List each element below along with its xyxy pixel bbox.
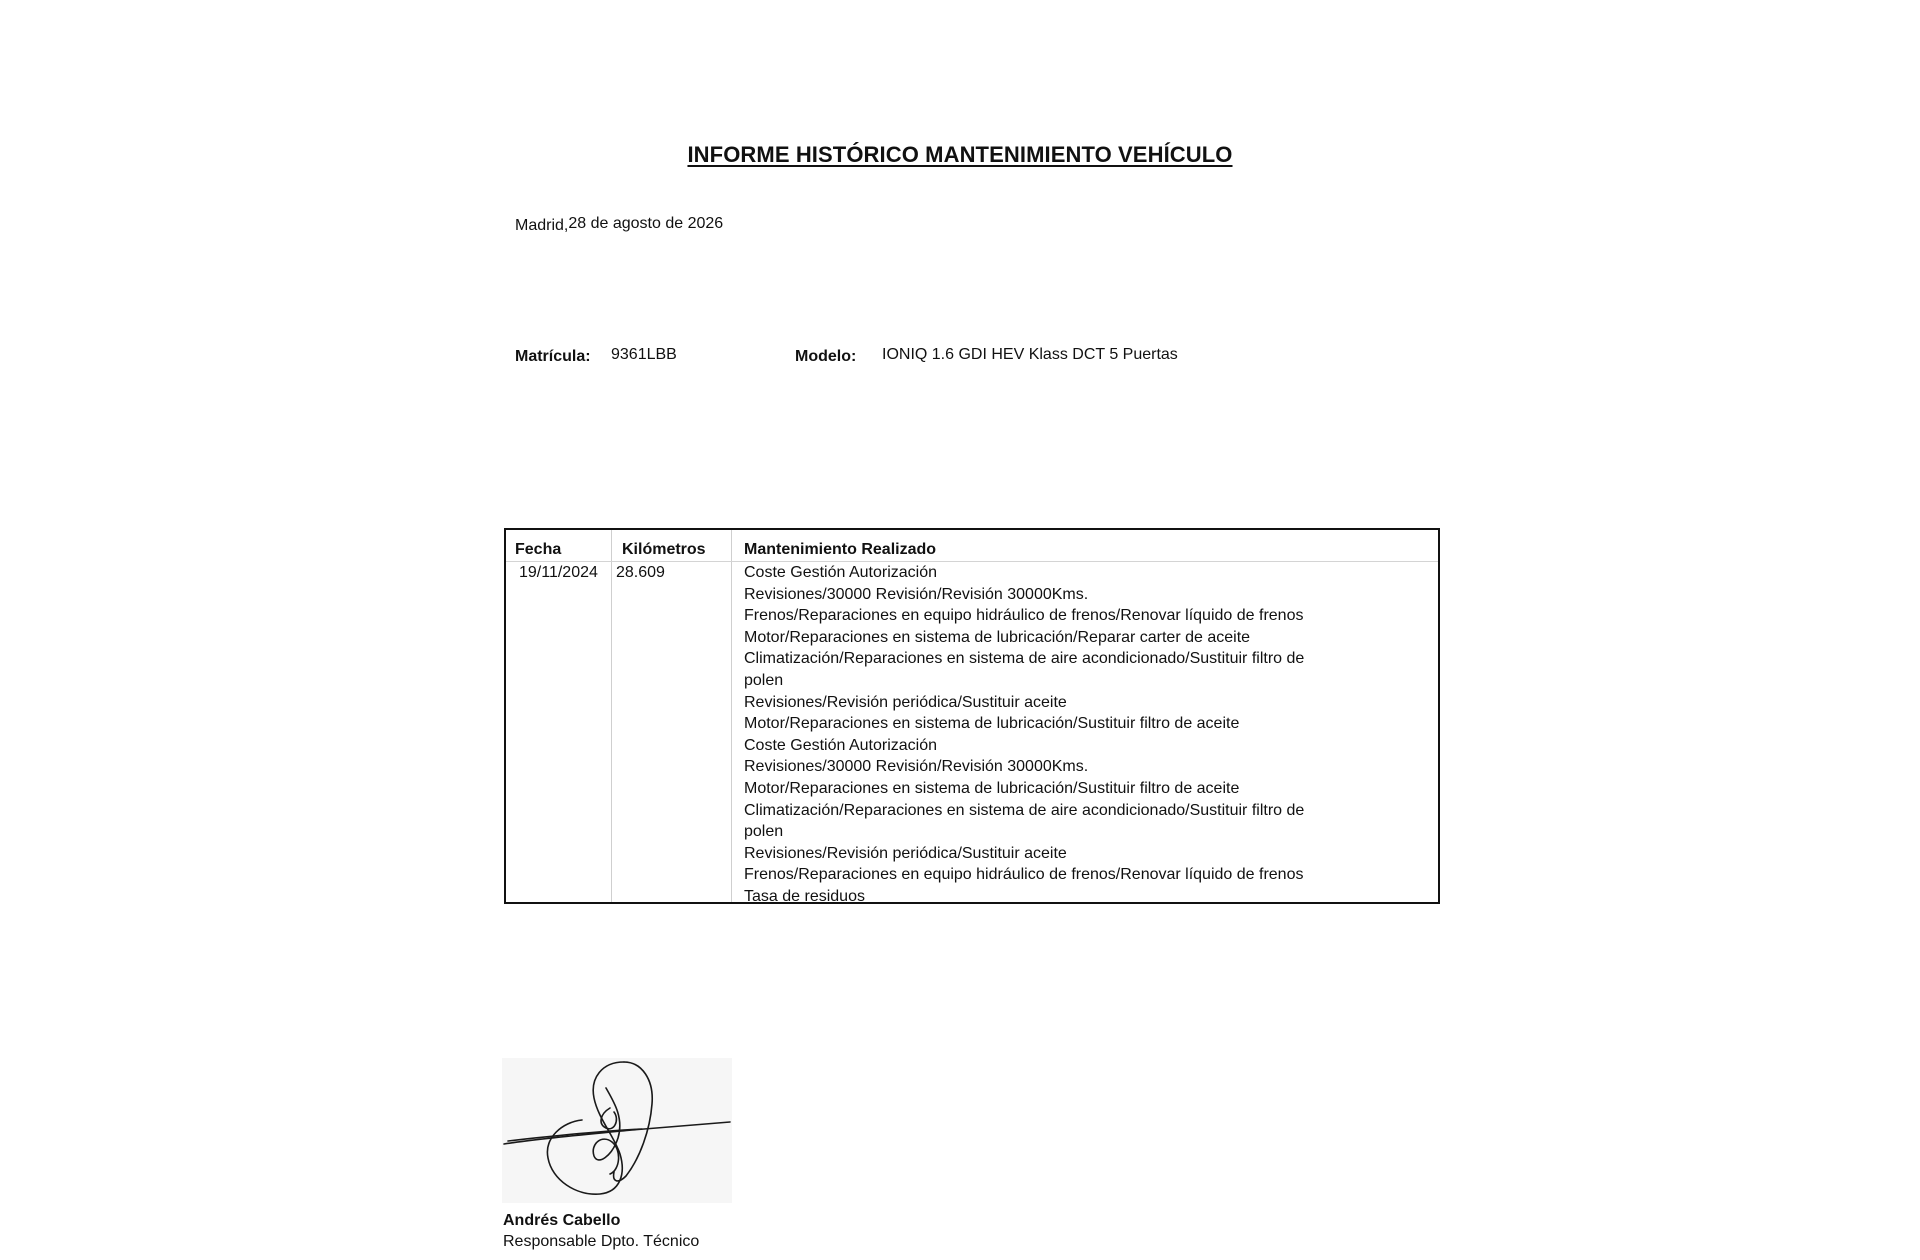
signatory-name: Andrés Cabello — [503, 1212, 621, 1229]
column-divider — [611, 530, 612, 902]
maintenance-line: Climatización/Reparaciones en sistema de aire acondicionado/Sustituir filtro de — [744, 801, 1305, 819]
maintenance-table — [504, 528, 1440, 904]
row-date: 19/11/2024 — [519, 564, 598, 581]
maintenance-line: Motor/Reparaciones en sistema de lubricación/Reparar carter de aceite — [744, 628, 1251, 646]
place-text: Madrid, — [515, 217, 569, 234]
model-label: Modelo: — [795, 348, 857, 365]
maintenance-line: Motor/Reparaciones en sistema de lubricación/Sustituir filtro de aceite — [744, 715, 1240, 733]
column-divider — [731, 530, 732, 902]
maintenance-line: Tasa de residuos — [744, 887, 865, 904]
header-maintenance: Mantenimiento Realizado — [744, 541, 937, 558]
header-date: Fecha — [515, 541, 562, 558]
maintenance-line: polen — [744, 823, 784, 841]
maintenance-line: Climatización/Reparaciones en sistema de aire acondicionado/Sustituir filtro de — [744, 650, 1305, 668]
row-km: 28.609 — [616, 564, 665, 581]
signatory-role: Responsable Dpto. Técnico — [503, 1233, 700, 1250]
maintenance-line: Coste Gestión Autorización — [744, 736, 937, 754]
maintenance-list — [744, 562, 1304, 904]
maintenance-line: Revisiones/30000 Revisión/Revisión 30000Kms. — [744, 758, 1089, 776]
maintenance-line: Motor/Reparaciones en sistema de lubricación/Sustituir filtro de aceite — [744, 779, 1240, 797]
signature-image — [502, 1058, 732, 1203]
maintenance-line: Revisiones/Revisión periódica/Sustituir aceite — [744, 693, 1067, 711]
maintenance-line: Coste Gestión Autorización — [744, 564, 937, 581]
plate-label: Matrícula: — [515, 348, 591, 365]
maintenance-line: Frenos/Reparaciones en equipo hidráulico de frenos/Renovar líquido de frenos — [744, 607, 1304, 625]
model-value: IONIQ 1.6 GDI HEV Klass DCT 5 Puertas — [882, 346, 1178, 363]
maintenance-line: Frenos/Reparaciones en equipo hidráulico de frenos/Renovar líquido de frenos — [744, 866, 1304, 884]
header-km: Kilómetros — [622, 541, 706, 558]
plate-value: 9361LBB — [611, 346, 677, 363]
maintenance-line: polen — [744, 671, 784, 689]
maintenance-line: Revisiones/Revisión periódica/Sustituir aceite — [744, 844, 1067, 862]
maintenance-line: Revisiones/30000 Revisión/Revisión 30000Kms. — [744, 585, 1089, 603]
document-title: INFORME HISTÓRICO MANTENIMIENTO VEHÍCULO — [687, 142, 1233, 167]
date-text: 28 de agosto de 2026 — [568, 215, 724, 232]
place-date — [515, 217, 723, 235]
handwritten-signature — [502, 1058, 732, 1203]
